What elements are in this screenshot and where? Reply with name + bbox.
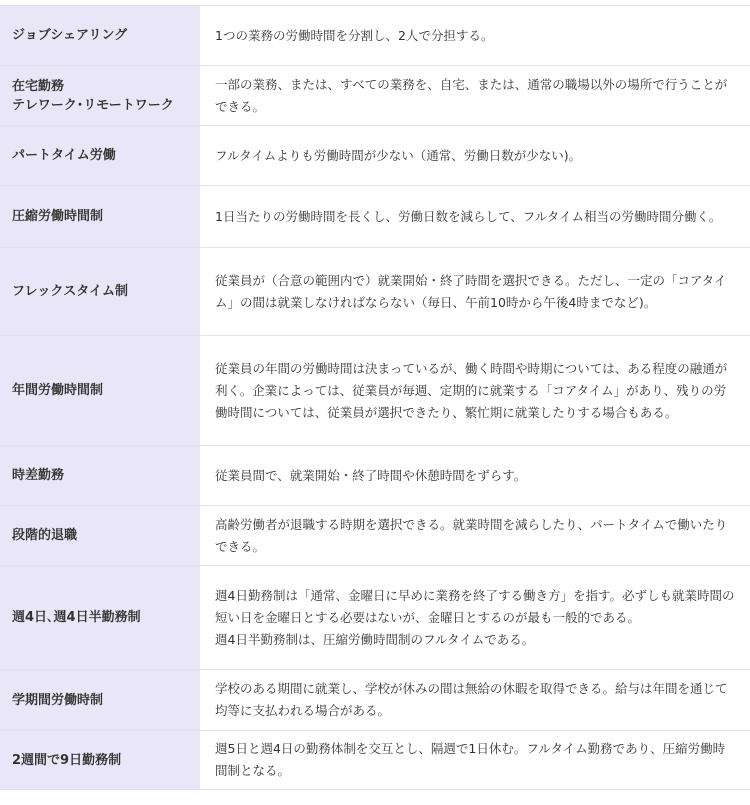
row-description: 週4日勤務制は「通常、金曜日に早めに業務を終了する働き方」を指す。必ずしも就業時間の短い日を金曜日とする必要はないが、金曜日とするのが最も一般的である。 週4日半勤務制は、圧縮労働時間制のフルタイムである。 [200,566,750,669]
table-row [0,566,750,670]
table-row [0,670,750,731]
row-description: 従業員の年間の労働時間は決まっているが、働く時間や時期については、ある程度の融通が利く。企業によっては、従業員が毎週、定期的に就業する「コアタイム」があり、残りの労働時間については、従業員が選択できたり、繁忙期に就業したりする場合もある。 [200,336,750,445]
row-description: 1つの業務の労働時間を分割し、2人で分担する。 [200,6,750,65]
row-term: 時差勤務 [0,446,200,505]
row-term: ジョブシェアリング [0,6,200,65]
row-description: 1日当たりの労働時間を長くし、労働日数を減らして、フルタイム相当の労働時間分働く。 [200,186,750,247]
table-row [0,66,750,126]
table-row [0,186,750,248]
row-term: 週4日､週4日半勤務制 [0,566,200,669]
row-description: フルタイムよりも労働時間が少ない（通常、労働日数が少ない)。 [200,126,750,185]
row-description: 従業員間で、就業開始・終了時間や休憩時間をずらす。 [200,446,750,505]
row-term: 2週間で9日勤務制 [0,731,200,789]
row-term: 学期間労働時制 [0,670,200,730]
work-arrangement-table [0,5,750,790]
table-row [0,446,750,506]
row-description: 一部の業務、または、すべての業務を、自宅、または、通常の職場以外の場所で行うことができる。 [200,66,750,125]
row-description: 従業員が（合意の範囲内で）就業開始・終了時間を選択できる。ただし、一定の「コアタイム」の間は就業しなければならない（毎日、午前10時から午後4時までなど)。 [200,248,750,335]
row-description: 学校のある期間に就業し、学校が休みの間は無給の休暇を取得できる。給与は年間を通じて均等に支払われる場合がある。 [200,670,750,730]
table-row [0,506,750,566]
table-row [0,336,750,446]
table-row [0,6,750,66]
row-term: パートタイム労働 [0,126,200,185]
table-row [0,248,750,336]
row-description: 高齢労働者が退職する時期を選択できる。就業時間を減らしたり、パートタイムで働いたりできる。 [200,506,750,565]
row-term: 在宅勤務 テレワーク･リモートワーク [0,66,200,125]
row-term: 圧縮労働時間制 [0,186,200,247]
row-description: 週5日と週4日の勤務体制を交互とし、隔週で1日休む。フルタイム勤務であり、圧縮労働時間制となる。 [200,731,750,789]
row-term: 段階的退職 [0,506,200,565]
row-term: フレックスタイム制 [0,248,200,335]
table-row [0,126,750,186]
table-row [0,731,750,790]
row-term: 年間労働時間制 [0,336,200,445]
